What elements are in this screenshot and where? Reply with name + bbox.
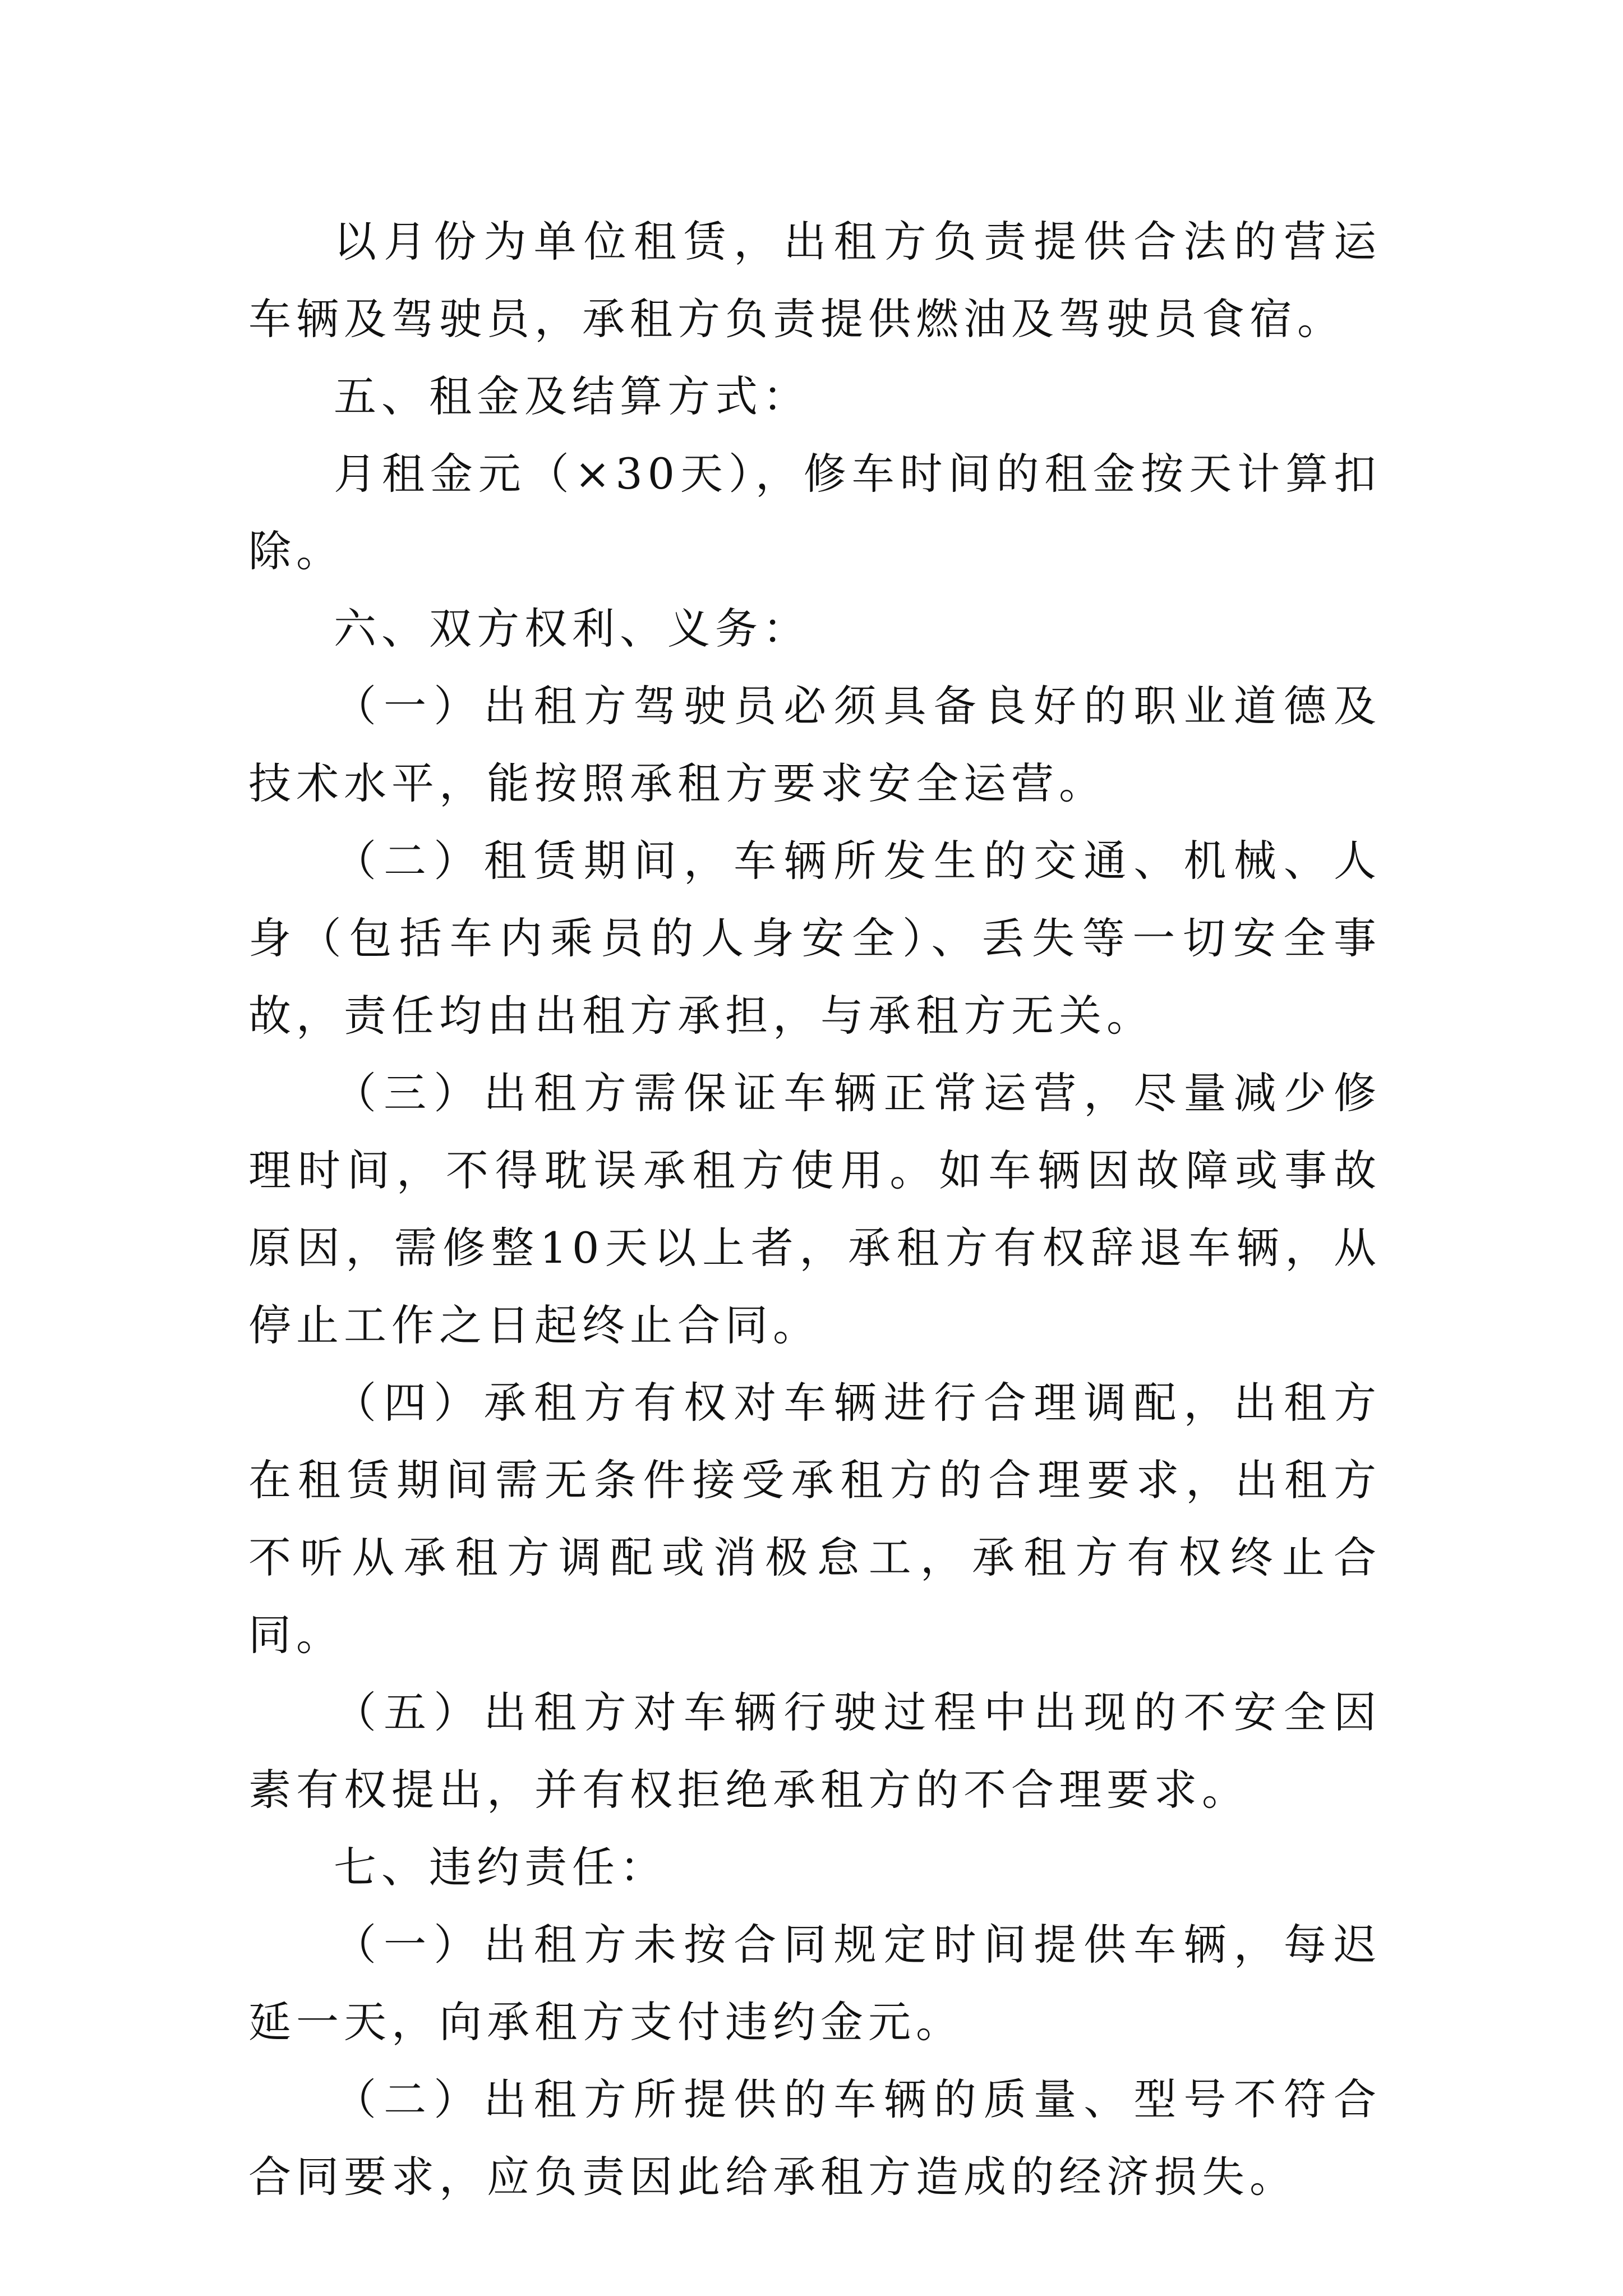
document-body (248, 203, 1381, 2216)
paragraph-clause-4: （四）承租方有权对车辆进行合理调配，出租方在租赁期间需无条件接受承租方的合理要求，出租方不听从承租方调配或消极怠工，承租方有权终止合同。 (248, 1378, 1381, 1660)
heading-breach-liability: 七、违约责任： (334, 1842, 667, 1892)
paragraph-clause-1: （一）出租方驾驶员必须具备良好的职业道德及技术水平，能按照承租方要求安全运营。 (248, 681, 1381, 808)
paragraph-breach-2: （二）出租方所提供的车辆的质量、型号不符合合同要求，应负责因此给承租方造成的经济损失。 (248, 2074, 1381, 2202)
paragraph-clause-2: （二）租赁期间，车辆所发生的交通、机械、人身（包括车内乘员的人身安全）、丢失等一切安全事故，责任均由出租方承担，与承租方无关。 (248, 836, 1381, 1041)
paragraph-monthly-rent: 月租金元（×30天），修车时间的租金按天计算扣除。 (248, 449, 1381, 576)
paragraph-clause-3: （三）出租方需保证车辆正常运营，尽量减少修理时间，不得耽误承租方使用。如车辆因故障或事故原因，需修整10天以上者，承租方有权辞退车辆，从停止工作之日起终止合同。 (248, 1068, 1381, 1350)
paragraph-breach-1: （一）出租方未按合同规定时间提供车辆，每迟延一天，向承租方支付违约金元。 (248, 1920, 1381, 2047)
paragraph-clause-5: （五）出租方对车辆行驶过程中出现的不安全因素有权提出，并有权拒绝承租方的不合理要求。 (248, 1687, 1381, 1815)
heading-rights-obligations: 六、双方权利、义务： (334, 604, 810, 654)
heading-rent-settlement: 五、租金及结算方式： (334, 371, 810, 421)
paragraph-rental-terms: 以月份为单位租赁，出租方负责提供合法的营运车辆及驾驶员，承租方负责提供燃油及驾驶员食宿。 (248, 217, 1381, 344)
